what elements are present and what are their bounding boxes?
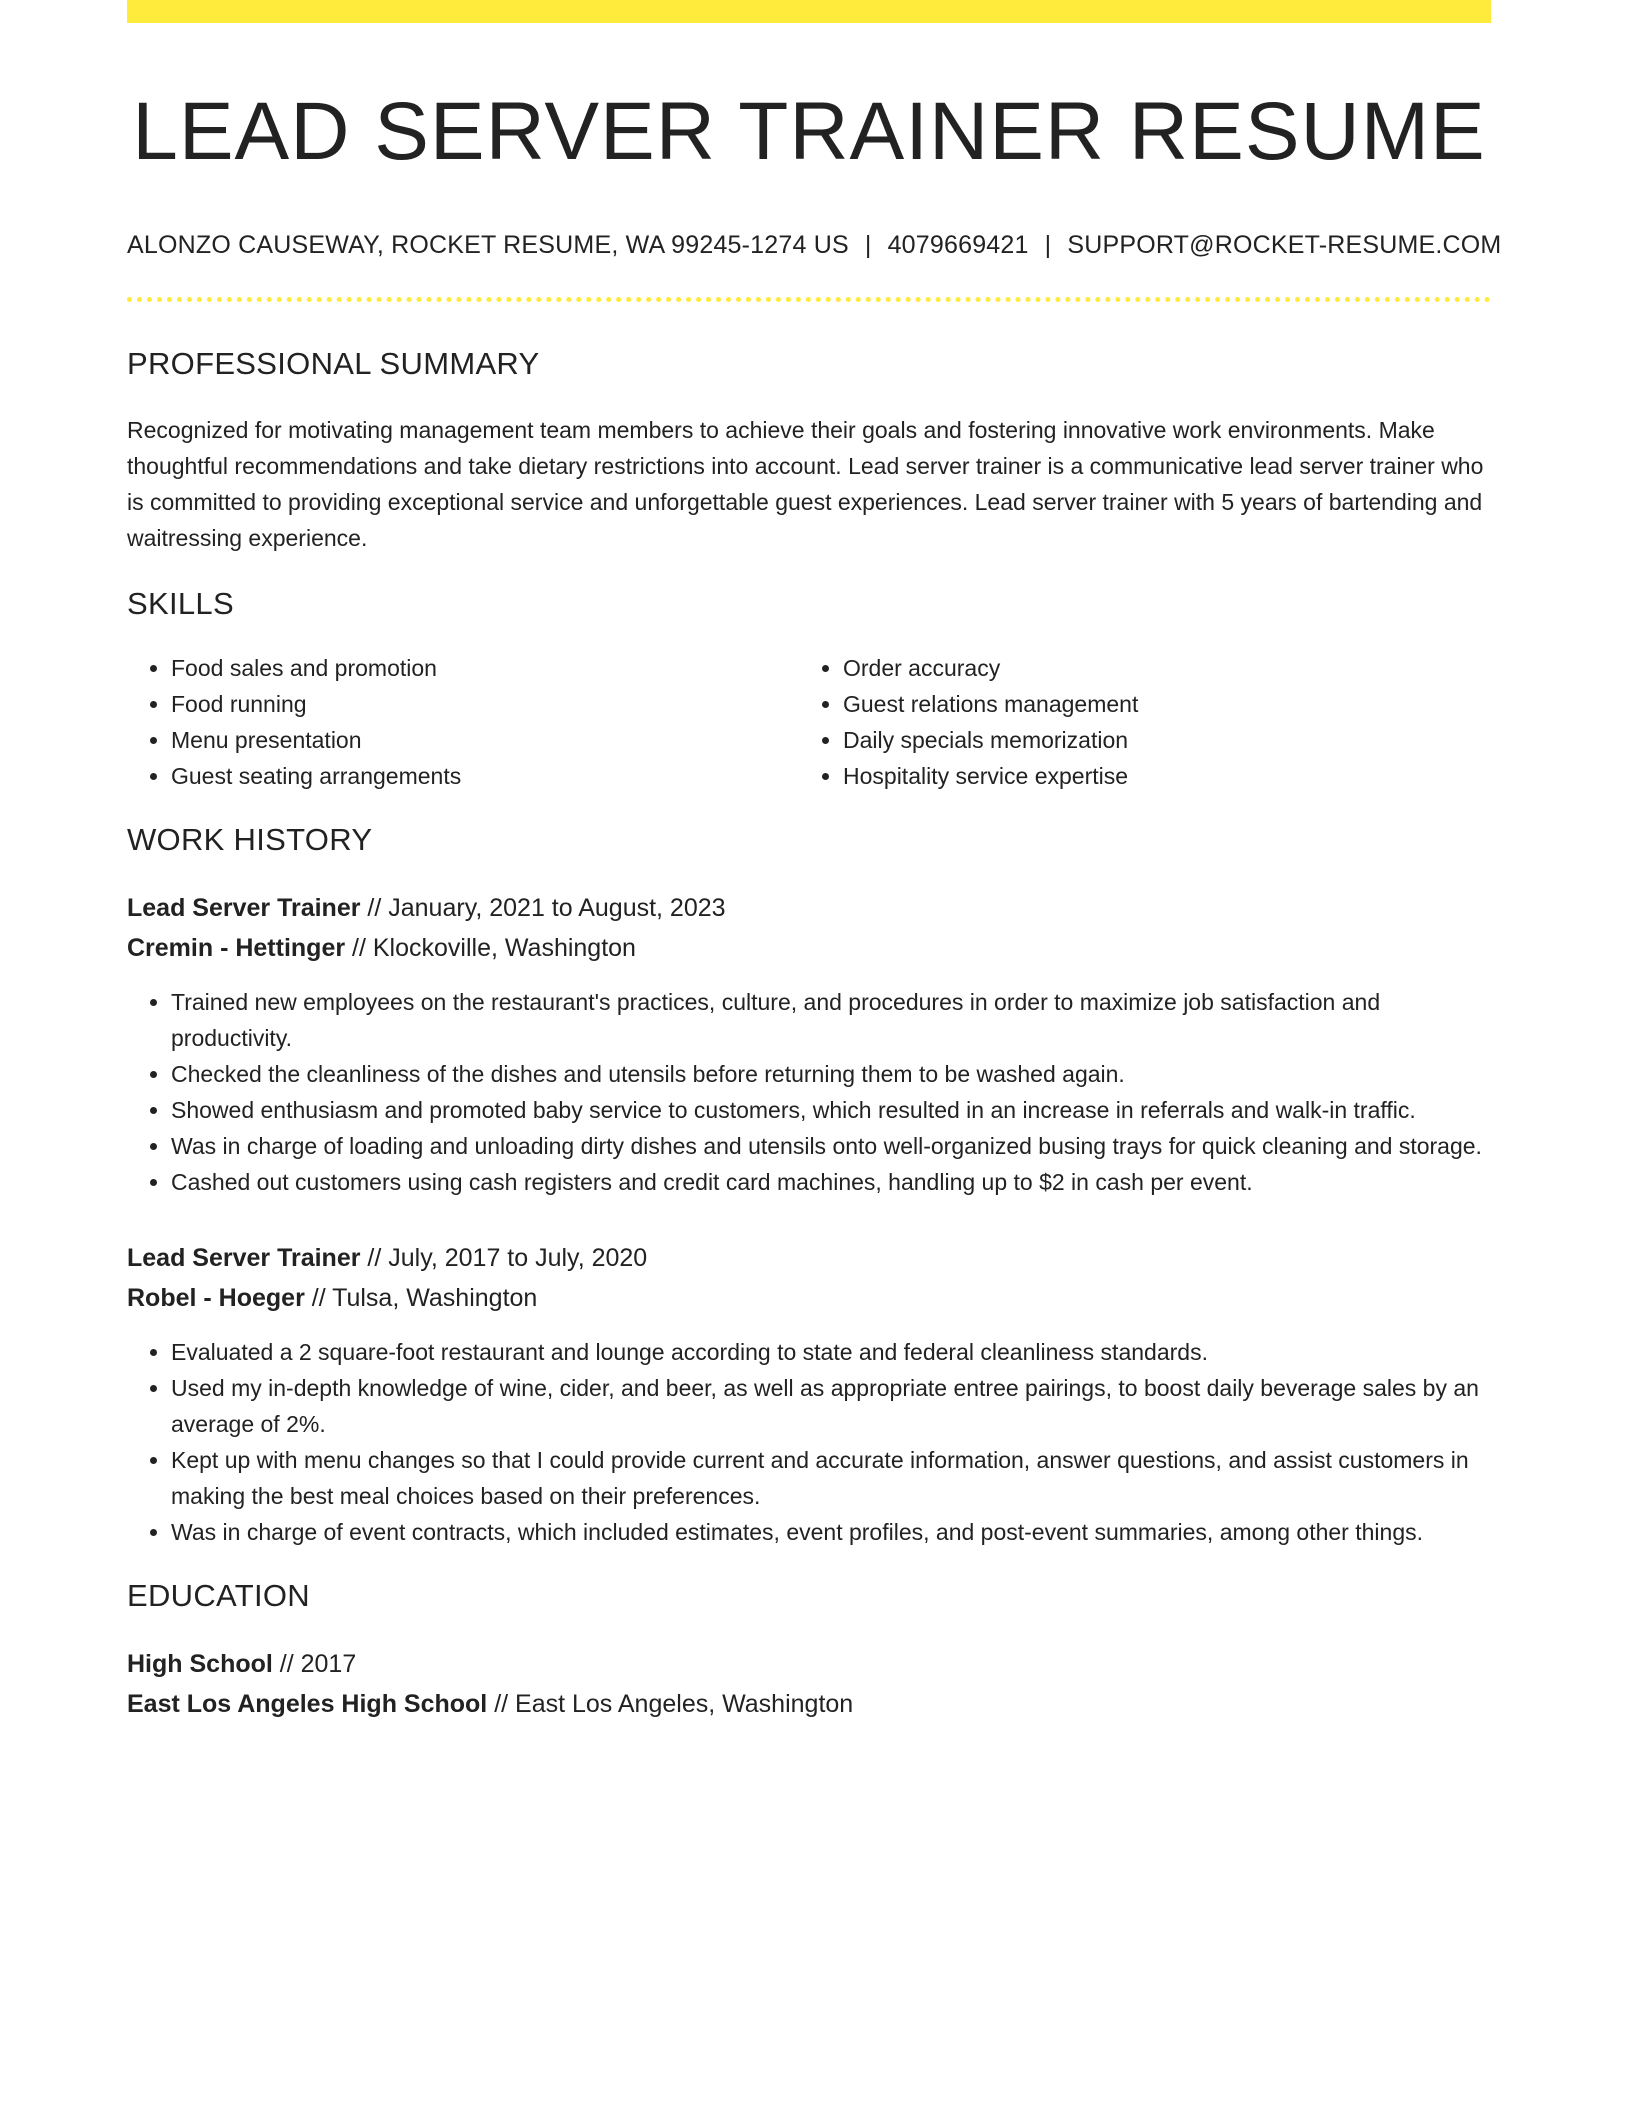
education-year: // 2017 xyxy=(272,1650,357,1679)
contact-separator: | xyxy=(1044,231,1052,260)
skill-item: • Guest relations management xyxy=(843,686,1471,722)
job-company: Robel - Hoeger xyxy=(127,1284,305,1313)
skills-heading: SKILLS xyxy=(127,586,234,622)
dotted-divider xyxy=(127,297,1491,302)
job-duty: • Showed enthusiasm and promoted baby service to customers, which resulted in an increase in referrals and walk-in traffic. xyxy=(171,1092,1491,1128)
job-location: // Tulsa, Washington xyxy=(304,1284,538,1313)
education-entry xyxy=(127,1644,1491,1724)
contact-address: ALONZO CAUSEWAY, ROCKET RESUME, WA 99245-1274 US xyxy=(127,231,849,260)
skills-column-left xyxy=(127,650,799,794)
education-location: // East Los Angeles, Washington xyxy=(487,1690,854,1719)
job-title-line xyxy=(127,888,1491,928)
job-company-line xyxy=(127,928,1491,968)
job-duties xyxy=(127,1334,1491,1550)
job-duty: • Evaluated a 2 square-foot restaurant and lounge according to state and federal cleanliness standards. xyxy=(171,1334,1491,1370)
skill-item: • Food sales and promotion xyxy=(171,650,799,686)
resume-page xyxy=(127,0,1502,1724)
education-school-line xyxy=(127,1684,1491,1724)
contact-phone: 4079669421 xyxy=(887,231,1029,260)
job-duty: • Was in charge of event contracts, which included estimates, event profiles, and post-event summaries, among other things. xyxy=(171,1514,1491,1550)
job-duty: • Trained new employees on the restaurant's practices, culture, and procedures in order to maximize job satisfaction and productivity. xyxy=(171,984,1491,1056)
skill-item: • Hospitality service expertise xyxy=(843,758,1471,794)
education-degree-line xyxy=(127,1644,1491,1684)
job-duty: • Cashed out customers using cash registers and credit card machines, handling up to $2 in cash per event. xyxy=(171,1164,1491,1200)
top-accent-bar xyxy=(127,0,1491,23)
contact-separator: | xyxy=(864,231,872,260)
skill-item: • Food running xyxy=(171,686,799,722)
contact-line xyxy=(127,231,1502,260)
job-location: // Klockoville, Washington xyxy=(345,934,636,963)
job-company: Cremin - Hettinger xyxy=(127,934,346,963)
skill-item: • Daily specials memorization xyxy=(843,722,1471,758)
job-dates: // January, 2021 to August, 2023 xyxy=(360,894,726,923)
skill-item: • Order accuracy xyxy=(843,650,1471,686)
work-history-heading: WORK HISTORY xyxy=(127,822,373,858)
job-entry xyxy=(127,888,1491,1200)
skills-list xyxy=(127,650,1491,794)
job-company-line xyxy=(127,1278,1491,1318)
job-duty: • Used my in-depth knowledge of wine, cider, and beer, as well as appropriate entree pairings, to boost daily beverage sales by an average of 2%. xyxy=(171,1370,1491,1442)
skill-item: • Guest seating arrangements xyxy=(171,758,799,794)
summary-heading: PROFESSIONAL SUMMARY xyxy=(127,346,540,382)
education-heading: EDUCATION xyxy=(127,1578,310,1614)
job-dates: // July, 2017 to July, 2020 xyxy=(360,1244,648,1273)
job-duty: • Checked the cleanliness of the dishes and utensils before returning them to be washed again. xyxy=(171,1056,1491,1092)
contact-email: SUPPORT@ROCKET-RESUME.COM xyxy=(1067,231,1502,260)
job-duties xyxy=(127,984,1491,1200)
resume-title: LEAD SERVER TRAINER RESUME xyxy=(132,86,1486,177)
skills-column-right xyxy=(799,650,1471,794)
summary-text: Recognized for motivating management team members to achieve their goals and fostering innovative work environments. Make thoughtful recommendations and take dietary restrictions into account. Lead server trainer is a communicative lead server trainer who is committed to providing exceptional service and unforgettable guest experiences. Lead server trainer with 5 years of bartending and waitressing experience. xyxy=(127,417,1484,552)
job-duty: • Kept up with menu changes so that I could provide current and accurate information, answer questions, and assist customers in making the best meal choices based on their preferences. xyxy=(171,1442,1491,1514)
education-degree: High School xyxy=(127,1650,273,1679)
education-school: East Los Angeles High School xyxy=(127,1690,488,1719)
job-entry xyxy=(127,1238,1491,1550)
skill-item: • Menu presentation xyxy=(171,722,799,758)
job-title-line xyxy=(127,1238,1491,1278)
job-title: Lead Server Trainer xyxy=(127,1244,361,1273)
job-title: Lead Server Trainer xyxy=(127,894,361,923)
job-duty: • Was in charge of loading and unloading dirty dishes and utensils onto well-organized busing trays for quick cleaning and storage. xyxy=(171,1128,1491,1164)
